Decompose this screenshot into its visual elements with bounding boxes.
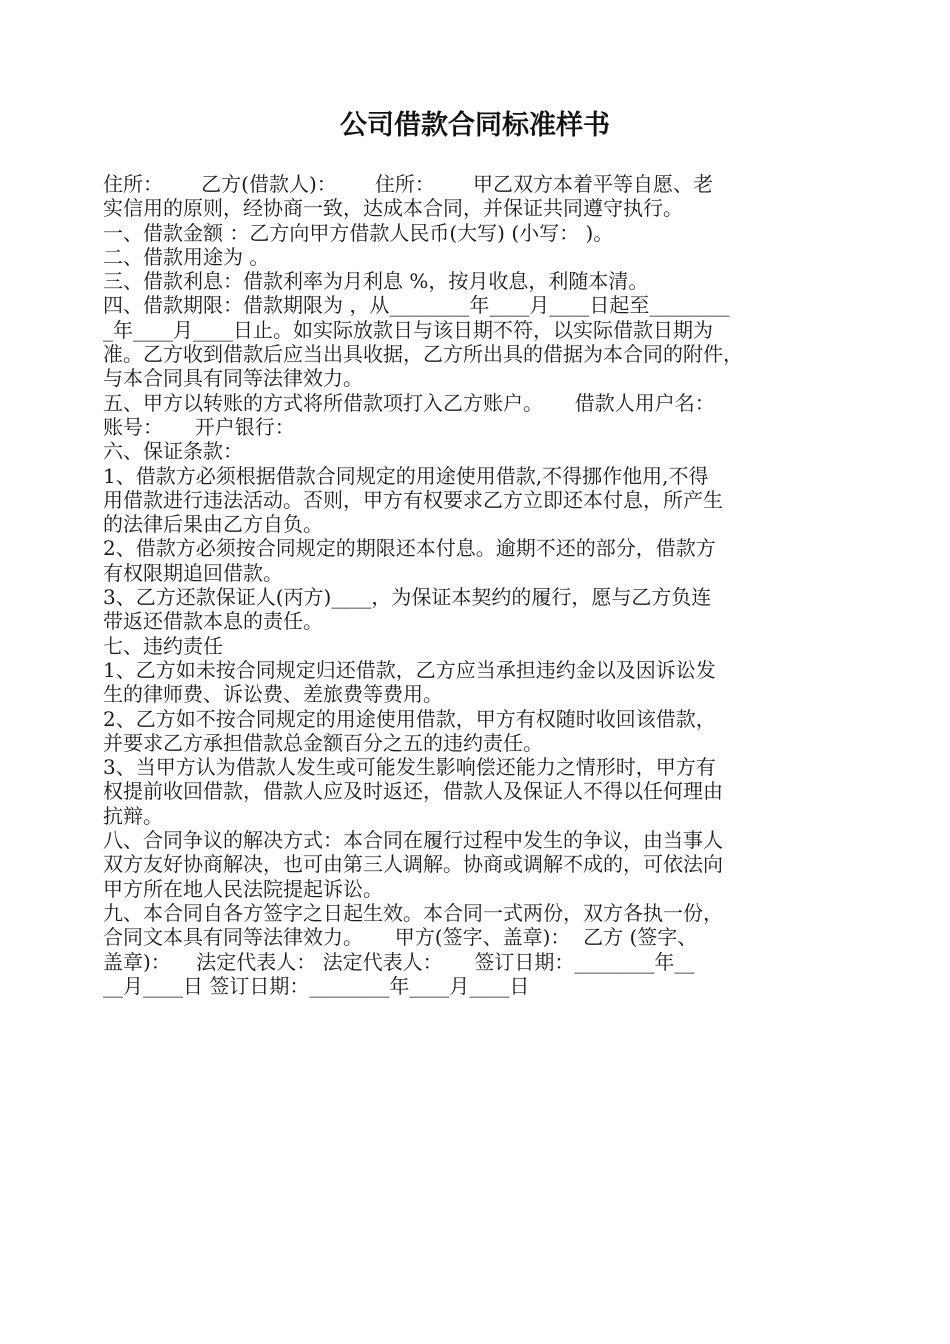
text-line: 准。乙方收到借款后应当出具收据，乙方所出具的借据为本合同的附件， [103,342,743,367]
text-line: 三、借款利息：借款利率为月利息 %，按月收息，利随本清。 [103,269,649,294]
text-line: 六、保证条款： [103,439,243,464]
text-line: 1、借款方必须根据借款合同规定的用途使用借款,不得挪作他用,不得 [103,463,709,488]
text-line: 的法律后果由乙方自负。 [103,512,323,537]
text-line: 盖章)： 法定代表人： 法定代表人： 签订日期：________年__ [103,949,695,974]
text-line: 2、乙方如不按合同规定的用途使用借款，甲方有权随时收回该借款， [103,706,716,731]
text-line: 3、乙方还款保证人(丙方)____，为保证本契约的履行，愿与乙方负连 [103,585,712,610]
text-line: 甲方所在地人民法院提起诉讼。 [103,876,383,901]
text-line: 有权限期追回借款。 [103,560,283,585]
text-line: 权提前收回借款，借款人应及时返还，借款人及保证人不得以任何理由 [103,779,723,804]
text-line: 3、当甲方认为借款人发生或可能发生影响偿还能力之情形时，甲方有 [103,755,716,780]
contract-body [103,172,853,998]
document-title: 公司借款合同标准样书 [340,110,610,141]
text-line: 2、借款方必须按合同规定的期限还本付息。逾期不还的部分，借款方 [103,536,716,561]
text-line: __月____日 签订日期：________年____月____日 [103,973,530,998]
text-line: 实信用的原则，经协商一致，达成本合同，并保证共同遵守执行。 [103,196,683,221]
text-line: 九、本合同自各方签字之日起生效。本合同一式两份，双方各执一份， [103,900,723,925]
text-line: 五、甲方以转账的方式将所借款项打入乙方账户。 借款人用户名： [103,390,715,415]
text-line: 七、违约责任 [103,633,223,658]
text-line: 住所： 乙方(借款人)： 住所： 甲乙双方本着平等自愿、老 [103,172,714,196]
text-line: 并要求乙方承担借款总金额百分之五的违约责任。 [103,730,543,755]
text-line: 账号： 开户银行： [103,414,295,439]
text-line: _年____月____日止。如实际放款日与该日期不符，以实际借款日期为 [103,317,713,342]
text-line: 四、借款期限：借款期限为 ，从________年____月____日起至________ [103,293,730,318]
text-line: 一、借款金额 ：乙方向甲方借款人民币(大写) (小写： )。 [103,220,614,245]
text-line: 双方友好协商解决，也可由第三人调解。协商或调解不成的，可依法向 [103,852,723,877]
text-line: 抗辩。 [103,803,163,828]
text-line: 与本合同具有同等法律效力。 [103,366,363,391]
text-line: 生的律师费、诉讼费、差旅费等费用。 [103,682,443,707]
text-line: 1、乙方如未按合同规定归还借款，乙方应当承担违约金以及因诉讼发 [103,657,716,682]
text-line: 二、借款用途为 。 [103,244,270,269]
text-line: 合同文本具有同等法律效力。 甲方(签字、盖章)： 乙方 (签字、 [103,925,698,950]
text-line: 带返还借款本息的责任。 [103,609,323,634]
text-line: 用借款进行违法活动。否则，甲方有权要求乙方立即还本付息，所产生 [103,487,723,512]
text-line: 八、合同争议的解决方式：本合同在履行过程中发生的争议，由当事人 [103,828,723,853]
